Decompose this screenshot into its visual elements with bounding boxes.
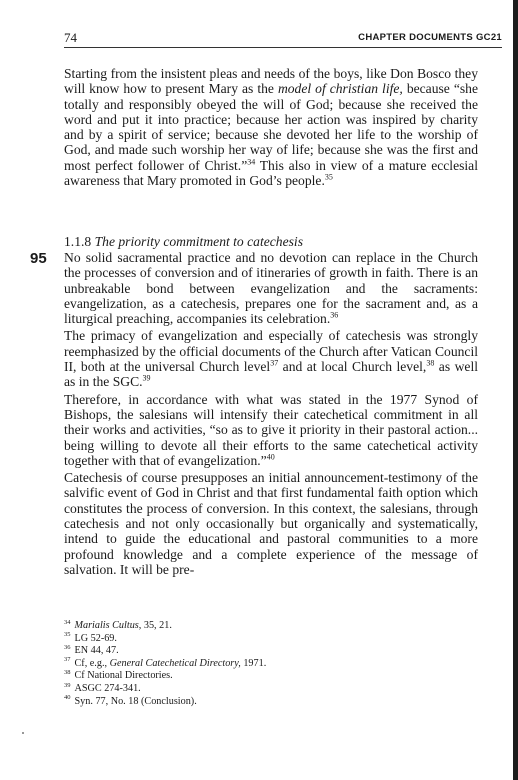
footnote-ref-36: 36 [330,310,339,320]
footnote [64,696,464,709]
section-paragraph-4-text: Catechesis of course presupposes an initial announcement-testimony of the salvific event of God in Christ and that first fundamental faith option which constitutes the process of conversion. In this context, the salesians, through catechesis and not only occasionally but organically and systematically, intend to guide the educational and pastoral communities to a more profound knowledge and a complete experience of the message of salvation. It will be pre- [64,470,478,577]
footnotes [64,620,464,708]
page-number: 74 [64,30,77,45]
footnote-number: 38 [64,668,71,676]
footnote-ref-34: 34 [247,157,256,167]
footnote-number: 40 [64,694,71,702]
footnote-text: Cf, e.g., [74,657,110,669]
section-paragraph-3 [64,392,478,468]
footnote-text: LG 52-69. [74,632,117,644]
footnote-ref-35: 35 [324,172,333,182]
footnote-number: 34 [64,618,71,626]
footnote-text-after: 1971. [240,657,267,669]
header-rule [64,47,502,48]
section-paragraph-4 [64,470,478,577]
section-paragraph-2-text-b: and at local Church level, [278,359,427,375]
footnote-number: 36 [64,643,71,651]
footnote [64,670,464,683]
footnote-text: Cf National Directories. [74,670,173,682]
section-paragraph-1-text: No solid sacramental practice and no devotion can replace in the Church the processes of conversion and of itineraries of growth in faith. There is an unbreakable bond between evangelization and the sacraments: evangelization, as a catechesis, prepares one for the sacrament and, as a liturgical preaching, accompanies its celebration. [64,250,478,327]
section-paragraph-2 [64,328,478,389]
intro-text-part-2: because “she totally and responsibly obeyed the will of God; because she received the word and put it into practice; because her action was inspired by charity and by a spirit of service; because she devoted her life to the worship of God, and made such worship her way of life; because she was the first and most perfect follower of Christ.” [64,81,478,173]
section-title: The priority commitment to catechesis [94,234,303,249]
footnote [64,633,464,646]
footnote-ref-40: 40 [266,452,275,462]
footnote-text: Syn. 77, No. 18 (Conclusion). [74,695,197,707]
footnote-ref-38: 38 [426,358,435,368]
running-header [64,30,502,46]
footnote-number: 37 [64,656,71,664]
scan-speck [22,732,24,734]
footnote [64,620,464,633]
intro-text-part-1: Starting from the insistent pleas and needs of the boys, like Don Bosco they will know how to present Mary as the [64,66,478,97]
section-body [64,250,478,579]
footnote [64,645,464,658]
footnote-number: 39 [64,681,71,689]
footnote-emphasis: General Catechetical Directory, [109,657,241,669]
intro-text [64,66,478,188]
running-title: CHAPTER DOCUMENTS GC21 [358,32,502,43]
footnote [64,683,464,696]
section-paragraph-1 [64,250,478,326]
footnote-text: ASGC 274-341. [74,682,141,694]
page-edge-shadow [513,0,518,780]
footnote [64,658,464,671]
section-paragraph-3-text: Therefore, in accordance with what was stated in the 1977 Synod of Bishops, the salesians will intensify their catechetical commitment in all their works and activities, “so as to give it priority in their pastoral action... being willing to devote all their efforts to the same catechetical activity together with that of evangelization.” [64,391,478,468]
intro-emphasis: model of christian life, [277,81,403,97]
intro-text-part-3: This also in view of a mature ecclesial awareness that Mary promoted in God’s people. [64,157,478,189]
footnote-emphasis: Marialis Cultus, [74,620,142,631]
section-number: 1.1.8 [64,234,92,249]
footnote-number: 35 [64,631,71,639]
footnote-text: EN 44, 47. [74,645,119,657]
footnote-ref-39: 39 [142,373,151,383]
section-paragraph-2-text-c: as well as in the SGC. [64,359,479,390]
footnote-ref-37: 37 [270,358,279,368]
section-paragraph-2-text-a: The primacy of evangelization and especially of catechesis was strongly reemphasized by the official documents of the Church after Vatican Council II, both at the universal Church level [64,328,478,375]
section-heading [64,234,303,250]
intro-paragraph [64,66,478,190]
margin-article-number: 95 [30,250,47,267]
footnote-text-after: 35, 21. [141,620,172,631]
